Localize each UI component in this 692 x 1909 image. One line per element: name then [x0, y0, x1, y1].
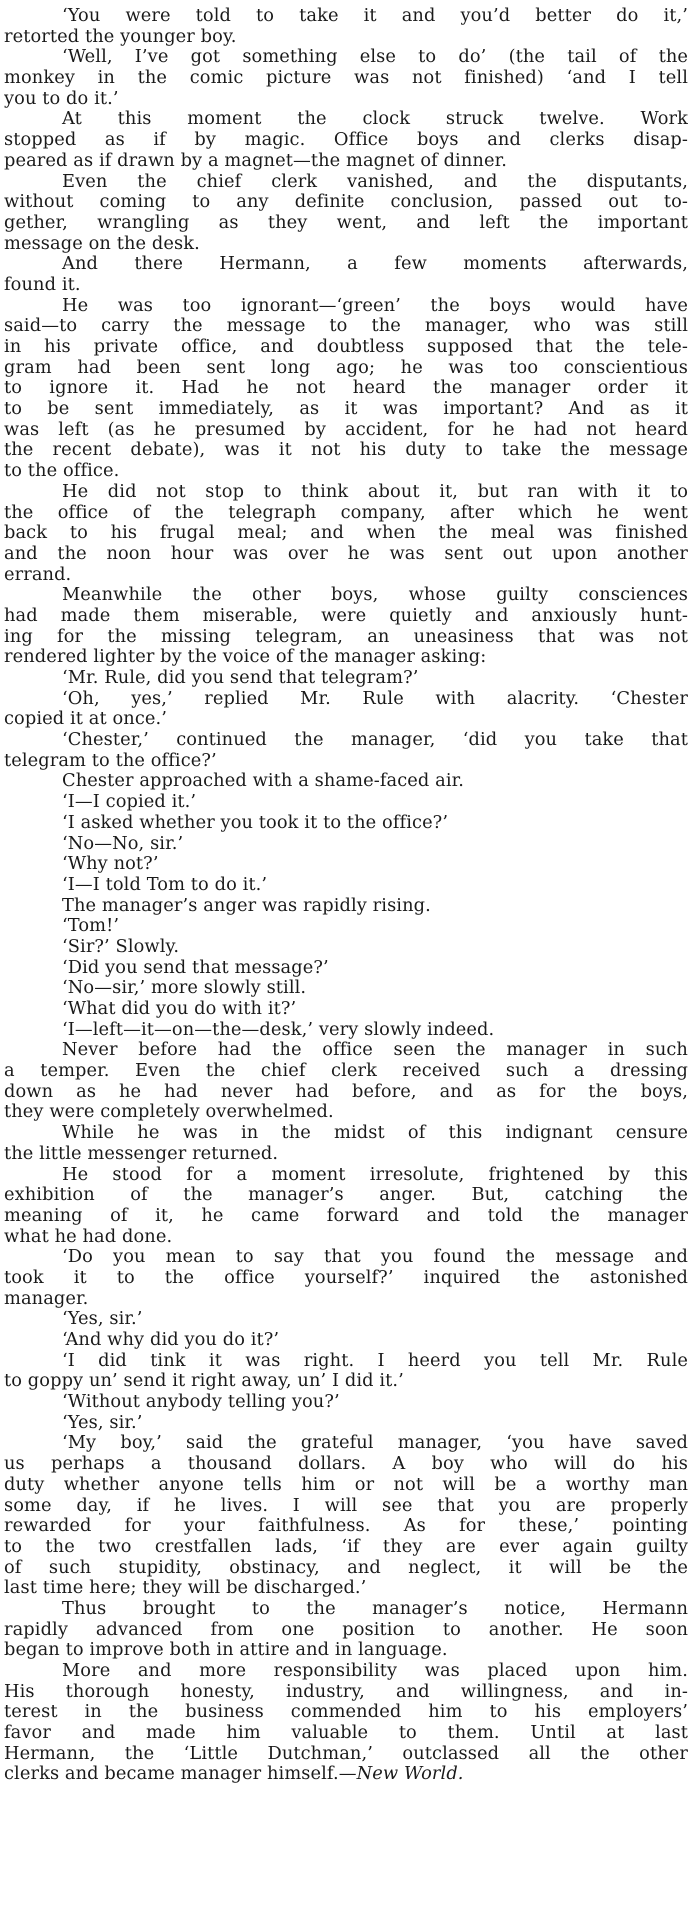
article-line: rapidly advanced from one position to another. He soon [4, 1619, 688, 1640]
article-line: to be sent immediately, as it was important? And as it [4, 399, 688, 420]
article-line: ‘Did you send that message?’ [62, 957, 329, 978]
article-line: ‘My boy,’ said the grateful manager, ‘you have saved [62, 1433, 688, 1454]
article-line: to ignore it. Had he not heard the manager order it [4, 378, 688, 399]
article-line: Thus brought to the manager’s notice, Hermann [62, 1598, 688, 1619]
article-line: ‘Chester,’ continued the manager, ‘did you take that [62, 730, 688, 751]
article-line: ‘Well, I’ve got something else to do’ (the tail of the [62, 47, 688, 68]
article-line: ‘I—I copied it.’ [62, 792, 197, 813]
article-line: Hermann, the ‘Little Dutchman,’ outclassed all the other [4, 1743, 688, 1764]
article-line: ‘I—I told Tom to do it.’ [62, 874, 268, 895]
article-line: The manager’s anger was rapidly rising. [62, 895, 431, 916]
article-line: While he was in the midst of this indignant censure [62, 1123, 688, 1144]
article-line: ‘I did tink it was right. I heerd you tell Mr. Rule [62, 1350, 688, 1371]
article-line: His thorough honesty, industry, and willingness, and in- [4, 1681, 688, 1702]
article-line: stopped as if by magic. Office boys and clerks disap- [4, 130, 688, 151]
article-line: of such stupidity, obstinacy, and neglect, it will be the [4, 1557, 688, 1578]
article-line: ‘Mr. Rule, did you send that telegram?’ [62, 668, 419, 688]
article-line: manager. [4, 1288, 89, 1309]
article-closing-line [4, 1764, 688, 1785]
article-line: favor and made him valuable to them. Until at last [4, 1723, 688, 1744]
article-line: began to improve both in attire and in language. [4, 1640, 448, 1661]
article-line: last time here; they will be discharged.’ [4, 1578, 367, 1599]
article-line: telegram to the office?’ [4, 750, 217, 771]
article-line: found it. [4, 274, 81, 295]
source-attribution: New World. [356, 1764, 464, 1785]
article-line: rewarded for your faithfulness. As for these,’ pointing [4, 1516, 688, 1537]
article-line: was left (as he presumed by accident, for he had not heard [4, 419, 688, 440]
article-line: Meanwhile the other boys, whose guilty consciences [62, 585, 688, 606]
article-line: message on the desk. [4, 233, 200, 254]
article-line: ‘Without anybody telling you?’ [62, 1392, 340, 1413]
article-line: errand. [4, 564, 72, 585]
article-line: what he had done. [4, 1226, 173, 1247]
article-line: ‘No—No, sir.’ [62, 833, 184, 854]
article-line: they were completely overwhelmed. [4, 1102, 334, 1123]
article-line: exhibition of the manager’s anger. But, catching the [4, 1185, 688, 1206]
article-line: back to his frugal meal; and when the meal was finished [4, 523, 688, 544]
article-line: us perhaps a thousand dollars. A boy who will do his [4, 1454, 688, 1475]
article-line: ‘Do you mean to say that you found the message and [62, 1247, 688, 1268]
article-line: the little messenger returned. [4, 1143, 279, 1164]
article-line: retorted the younger boy. [4, 26, 237, 47]
article-line: had made them miserable, were quietly and anxiously hunt- [4, 605, 688, 626]
article-line: and the noon hour was over he was sent out upon another [4, 543, 688, 564]
article-line: ‘Sir?’ Slowly. [62, 936, 180, 957]
article-line: ‘No—sir,’ more slowly still. [62, 978, 307, 999]
article-line: a temper. Even the chief clerk received such a dressing [4, 1061, 688, 1082]
article-line: ‘You were told to take it and you’d better do it,’ [62, 6, 688, 26]
article-line: duty whether anyone tells him or not will be a worthy man [4, 1474, 688, 1495]
article-line: At this moment the clock struck twelve. Work [62, 109, 688, 130]
article-line: to the two crestfallen lads, ‘if they are ever again guilty [4, 1536, 688, 1557]
article-line: ‘I asked whether you took it to the office?’ [62, 812, 449, 833]
article-line: gether, wrangling as they went, and left the important [4, 212, 688, 233]
article-line: He stood for a moment irresolute, frightened by this [62, 1164, 688, 1185]
article-line: ‘Yes, sir.’ [62, 1412, 143, 1433]
article-line: rendered lighter by the voice of the manager asking: [4, 647, 487, 668]
article-line: took it to the office yourself?’ inquired the astonished [4, 1267, 688, 1288]
article-line: ing for the missing telegram, an uneasiness that was not [4, 626, 688, 647]
article-line: said—to carry the message to the manager, who was still [4, 316, 688, 337]
article-line: copied it at once.’ [4, 709, 168, 730]
article-line: without coming to any definite conclusion, passed out to- [4, 192, 688, 213]
article-line: down as he had never had before, and as for the boys, [4, 1081, 688, 1102]
article-line: ‘What did you do with it?’ [62, 999, 297, 1019]
article-column [4, 6, 688, 1906]
article-line: some day, if he lives. I will see that you are properly [4, 1495, 688, 1516]
article-line: to goppy un’ send it right away, un’ I did it.’ [4, 1371, 404, 1392]
article-line: ‘I—left—it—on—the—desk,’ very slowly indeed. [62, 1019, 495, 1040]
article-line: And there Hermann, a few moments afterwards, [62, 254, 688, 275]
article-line: gram had been sent long ago; he was too conscientious [4, 357, 688, 378]
article-line: terest in the business commended him to his employers’ [4, 1702, 688, 1723]
article-line: in his private office, and doubtless supposed that the tele- [4, 337, 688, 357]
article-line: Even the chief clerk vanished, and the disputants, [62, 171, 688, 192]
article-line: ‘And why did you do it?’ [62, 1330, 280, 1350]
article-line: meaning of it, he came forward and told the manager [4, 1205, 688, 1226]
article-line: ‘Yes, sir.’ [62, 1309, 143, 1330]
article-line: you to do it.’ [4, 88, 119, 109]
article-line: ‘Oh, yes,’ replied Mr. Rule with alacrity. ‘Chester [62, 688, 688, 709]
closing-text: clerks and became manager himself.— [4, 1764, 357, 1785]
article-line: More and more responsibility was placed upon him. [62, 1661, 688, 1681]
article-line: Never before had the office seen the manager in such [62, 1040, 688, 1061]
article-line: the recent debate), was it not his duty to take the message [4, 440, 688, 461]
article-line: monkey in the comic picture was not finished) ‘and I tell [4, 68, 688, 89]
article-line: the office of the telegraph company, after which he went [4, 502, 688, 523]
article-line: He was too ignorant—‘green’ the boys would have [62, 295, 688, 316]
article-line: ‘Why not?’ [62, 854, 159, 875]
article-line: ‘Tom!’ [62, 916, 120, 937]
article-line: He did not stop to think about it, but ran with it to [62, 481, 688, 502]
article-line: Chester approached with a shame-faced air. [62, 771, 465, 792]
article-line: peared as if drawn by a magnet—the magnet of dinner. [4, 150, 507, 171]
article-line: to the office. [4, 461, 120, 482]
